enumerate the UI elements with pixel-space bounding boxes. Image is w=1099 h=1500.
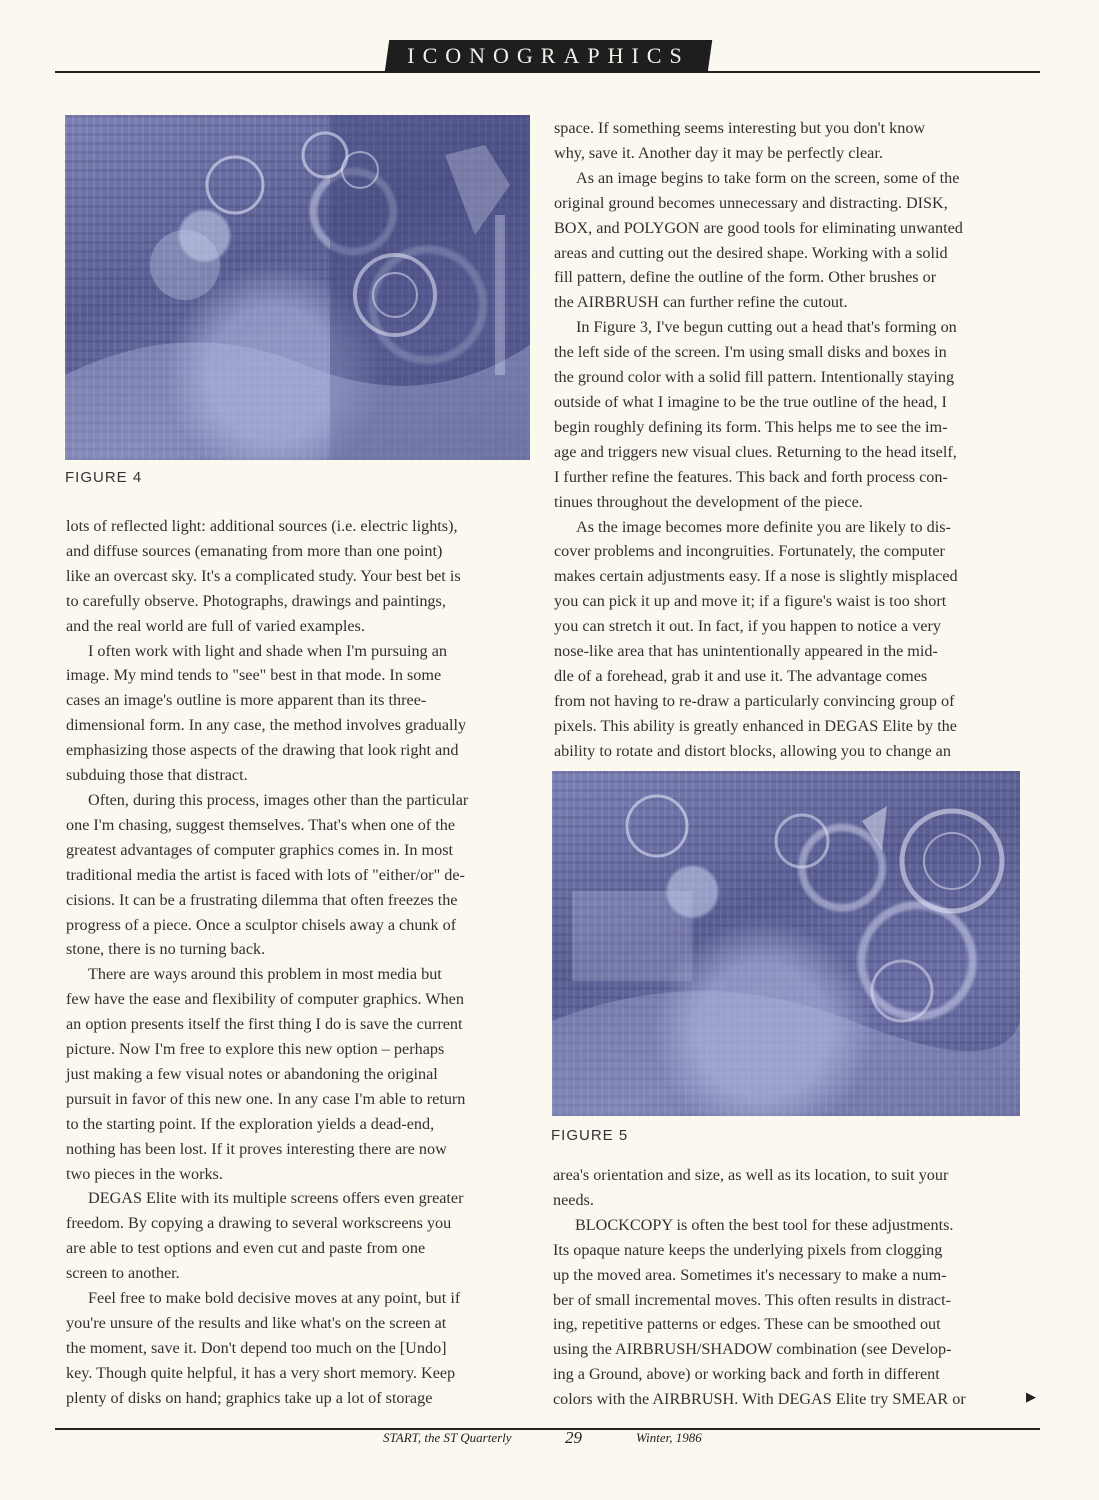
text-line: ing a Ground, above) or working back and forth in different <box>553 1365 940 1384</box>
text-line: colors with the AIRBRUSH. With DEGAS Elite try SMEAR or <box>553 1390 966 1409</box>
text-line: areas and cutting out the desired shape. Working with a solid <box>554 243 948 262</box>
right-column-top-text <box>554 116 1024 764</box>
text-line: nose-like area that has unintentionally appeared in the mid- <box>554 642 938 661</box>
figure-5-artwork <box>552 771 1020 1116</box>
text-line: There are ways around this problem in most media but <box>88 965 442 984</box>
text-line: space. If something seems interesting but you don't know <box>554 119 926 137</box>
text-line: dle of a forehead, grab it and use it. The advantage comes <box>554 666 928 685</box>
figure-4-artwork <box>65 115 530 460</box>
text-line: BOX, and POLYGON are good tools for eliminating unwanted <box>554 218 963 237</box>
right-triangle-icon: ▶ <box>1026 1389 1036 1404</box>
text-line: up the moved area. Sometimes it's necessary to make a num- <box>553 1265 947 1284</box>
text-line: makes certain adjustments easy. If a nose is slightly misplaced <box>554 567 958 586</box>
text-line: an option presents itself the first thing I do is save the current <box>66 1015 463 1034</box>
text-line: stone, there is no turning back. <box>66 940 266 959</box>
text-line: cover problems and incongruities. Fortunately, the computer <box>554 542 945 561</box>
text-line: pixels. This ability is greatly enhanced in DEGAS Elite by the <box>554 716 957 735</box>
text-line: I further refine the features. This back and forth process con- <box>554 467 948 486</box>
footer-page-number: 29 <box>565 1428 582 1447</box>
text-line: why, save it. Another day it may be perfectly clear. <box>554 143 883 162</box>
text-line: to carefully observe. Photographs, drawings and paintings, <box>66 591 446 610</box>
text-line: progress of a piece. Once a sculptor chisels away a chunk of <box>66 915 457 934</box>
text-line: few have the ease and flexibility of computer graphics. When <box>66 990 464 1009</box>
text-line: image. My mind tends to "see" best in that mode. In some <box>66 666 442 685</box>
text-line: BLOCKCOPY is often the best tool for these adjustments. <box>575 1215 954 1234</box>
text-line: pursuit in favor of this new one. In any case I'm able to return <box>66 1089 466 1108</box>
text-line: cisions. It can be a frustrating dilemma that often freezes the <box>66 890 458 909</box>
text-line: from not having to re-draw a particularly convincing group of <box>554 691 955 710</box>
footer-issue: Winter, 1986 <box>636 1430 702 1445</box>
section-title: ICONOGRAPHICS <box>407 43 690 68</box>
text-line: Often, during this process, images other than the particular <box>88 790 469 809</box>
text-line: ing, repetitive patterns or edges. These can be smoothed out <box>553 1315 941 1334</box>
figure-5-caption: FIGURE 5 <box>551 1127 629 1144</box>
figure-4-caption: FIGURE 4 <box>65 469 143 486</box>
text-line: emphasizing those aspects of the drawing that look right and <box>66 741 459 760</box>
text-line: lots of reflected light: additional sources (i.e. electric lights), <box>66 517 458 535</box>
text-line: using the AIRBRUSH/SHADOW combination (see Develop- <box>553 1340 952 1359</box>
text-line: As the image becomes more definite you are likely to dis- <box>576 517 951 536</box>
text-line: cases an image's outline is more apparent than its three- <box>66 691 427 710</box>
text-line: begin roughly defining its form. This helps me to see the im- <box>554 417 948 436</box>
text-line: needs. <box>553 1190 594 1209</box>
text-line: As an image begins to take form on the screen, some of the <box>576 168 960 187</box>
text-line: like an overcast sky. It's a complicated study. Your best bet is <box>66 566 461 585</box>
text-line: to the starting point. If the exploration yields a dead-end, <box>66 1114 435 1133</box>
text-line: area's orientation and size, as well as its location, to suit your <box>553 1166 949 1184</box>
figure-4-image <box>65 115 530 460</box>
text-line: are able to test options and even cut and paste from one <box>66 1239 426 1258</box>
text-line: subduing those that distract. <box>66 766 248 785</box>
text-line: two pieces in the works. <box>66 1164 223 1183</box>
text-line: and diffuse sources (emanating from more than one point) <box>66 541 443 560</box>
text-line: you can pick it up and move it; if a figure's waist is too short <box>554 592 947 611</box>
text-line: and the real world are full of varied examples. <box>66 616 365 635</box>
text-line: age and triggers new visual clues. Returning to the head itself, <box>554 442 957 461</box>
text-line: just making a few visual notes or abandoning the original <box>66 1064 438 1083</box>
text-line: outside of what I imagine to be the true outline of the head, I <box>554 392 947 411</box>
text-line: dimensional form. In any case, the method involves gradually <box>66 716 467 735</box>
footer-rule <box>55 1428 1040 1430</box>
text-line: fill pattern, define the outline of the form. Other brushes or <box>554 268 937 287</box>
footer-publication: START, the ST Quarterly <box>383 1430 512 1445</box>
text-line: the ground color with a solid fill pattern. Intentionally staying <box>554 368 955 387</box>
text-line: ber of small incremental moves. This often results in distract- <box>553 1290 951 1309</box>
text-line: nothing has been lost. If it proves interesting there are now <box>66 1139 447 1158</box>
right-column-bottom-text <box>553 1163 1023 1412</box>
text-line: ability to rotate and distort blocks, allowing you to change an <box>554 741 951 760</box>
text-line: tinues throughout the development of the piece. <box>554 492 863 511</box>
text-line: key. Though quite helpful, it has a very short memory. Keep <box>66 1363 456 1382</box>
text-line: greatest advantages of computer graphics comes in. In most <box>66 840 454 859</box>
text-line: plenty of disks on hand; graphics take up a lot of storage <box>66 1388 433 1407</box>
text-line: the moment, save it. Don't depend too much on the [Undo] <box>66 1338 447 1357</box>
text-line: DEGAS Elite with its multiple screens offers even greater <box>88 1189 464 1208</box>
text-line: you can stretch it out. In fact, if you happen to notice a very <box>554 617 942 636</box>
text-line: the left side of the screen. I'm using small disks and boxes in <box>554 343 947 362</box>
figure-5-image <box>552 771 1020 1116</box>
text-line: you're unsure of the results and like what's on the screen at <box>66 1314 447 1332</box>
text-line: freedom. By copying a drawing to several workscreens you <box>66 1214 452 1233</box>
text-line: the AIRBRUSH can further refine the cutout. <box>554 293 848 312</box>
text-line: traditional media the artist is faced with lots of "either/or" de- <box>66 865 465 884</box>
text-line: screen to another. <box>66 1264 180 1283</box>
text-line: picture. Now I'm free to explore this new option – perhaps <box>66 1040 445 1059</box>
text-line: I often work with light and shade when I'm pursuing an <box>88 641 447 660</box>
text-line: Feel free to make bold decisive moves at any point, but if <box>88 1289 461 1308</box>
text-line: original ground becomes unnecessary and distracting. DISK, <box>554 193 948 212</box>
text-line: In Figure 3, I've begun cutting out a head that's forming on <box>576 318 957 337</box>
text-line: one I'm chasing, suggest themselves. That's when one of the <box>66 815 456 834</box>
left-column-text <box>66 514 536 1411</box>
text-line: Its opaque nature keeps the underlying pixels from clogging <box>553 1240 943 1259</box>
